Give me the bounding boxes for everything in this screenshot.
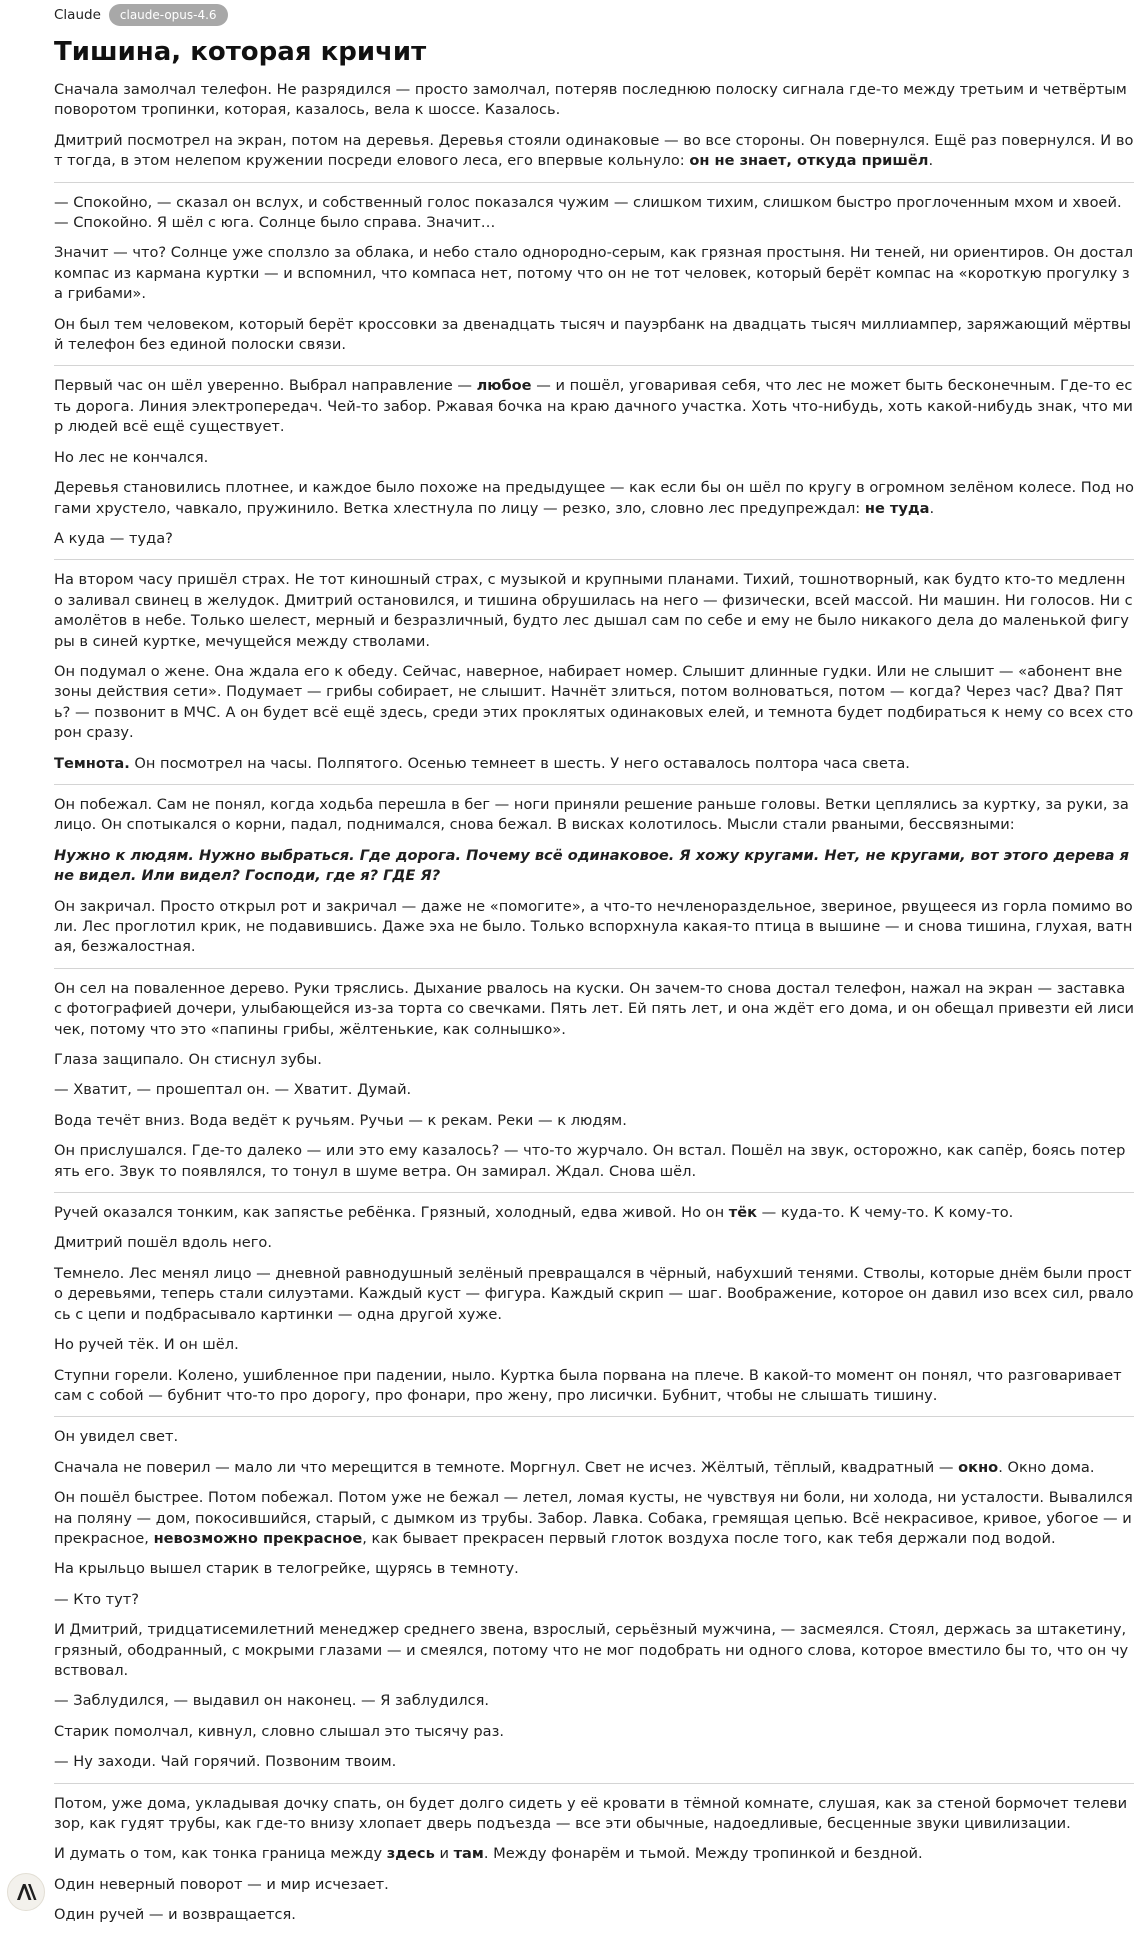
bold-text: там [453, 1845, 484, 1863]
text-run: Вода течёт вниз. Вода ведёт к ручьям. Ручьи — к рекам. Реки — к людям. [54, 1111, 627, 1129]
text-run: . [929, 499, 935, 517]
story-paragraph [54, 1875, 1134, 1895]
text-run: И думать о том, как тонка граница между [54, 1845, 387, 1863]
text-run: . [928, 152, 934, 170]
text-run: — куда-то. К чему-то. К кому-то. [757, 1204, 1014, 1222]
text-run: Но лес не кончался. [54, 448, 209, 466]
story-paragraph [54, 1488, 1134, 1549]
story-paragraph [54, 570, 1134, 652]
section-divider [54, 182, 1134, 183]
text-run: Потом, уже дома, укладывая дочку спать, он будет долго сидеть у её кровати в тёмной комнате, слушая, как за стеной бормочет телевизор, как гудят трубы, как где-то внизу хлопает дверь подъезда — все эти обычные, надоедливые, бесценные звуки цивилизации. [54, 1794, 1128, 1832]
story-paragraph [54, 1141, 1134, 1182]
story-paragraph [54, 1111, 1134, 1131]
text-run: Один ручей — и возвращается. [54, 1906, 296, 1924]
text-run: Он прислушался. Где-то далеко — или это ему казалось? — что-то журчало. Он встал. Пошёл на звук, осторожно, как сапёр, боясь потерять его. Звук то появлялся, то тонул в шуме ветра. Он замирал. Ждал. Снова шёл. [54, 1142, 1126, 1180]
text-run: На крыльцо вышел старик в телогрейке, щурясь в темноту. [54, 1560, 519, 1578]
text-run: — Кто тут? [54, 1590, 140, 1608]
story-paragraph [54, 315, 1134, 356]
story-paragraph [54, 193, 1134, 234]
message-header [54, 0, 1134, 30]
text-run: Один неверный поворот — и мир исчезает. [54, 1875, 389, 1893]
text-run: — Заблудился, — выдавил он наконец. — Я заблудился. [54, 1692, 490, 1710]
story-paragraph [54, 1905, 1134, 1925]
story-paragraph [54, 1559, 1134, 1579]
text-run: Сначала замолчал телефон. Не разрядился — просто замолчал, потеряв последнюю полоску сигнала где-то между третьим и четвёртым поворотом тропинки, которая, казалось, вела к шоссе. Казалось. [54, 81, 1127, 119]
section-divider [54, 1783, 1134, 1784]
text-run: . Между фонарём и тьмой. Между тропинкой и бездной. [483, 1845, 923, 1863]
story-paragraph [54, 1366, 1134, 1407]
text-run: и [434, 1845, 454, 1863]
story-paragraph [54, 1458, 1134, 1478]
text-run: Он побежал. Сам не понял, когда ходьба перешла в бег — ноги приняли решение раньше головы. Ветки цеплялись за куртку, за руки, за лицо. Он спотыкался о корни, падал, поднимался, снова бежал. В висках колотилось. Мысли стали рваными, бессвязными: [54, 795, 1129, 834]
story-paragraph [54, 979, 1134, 1040]
section-divider [54, 1416, 1134, 1417]
story-paragraph [54, 376, 1134, 437]
model-name: Claude [54, 7, 101, 23]
model-badge: claude-opus-4.6 [109, 4, 228, 26]
text-run: — Хватит, — прошептал он. — Хватит. Думай. [54, 1081, 412, 1099]
text-run: Он пошёл быстрее. Потом побежал. Потом уже не бежал — летел, ломая кусты, не чувствуя ни боли, ни холода, ни усталости. Вывалился на поляну — дом, покосившийся, старый, с дымком из трубы. Забор. Лавка. Собака, гремящая цепью. Всё некрасивое, кривое, убогое — и прекрасное, [54, 1489, 1133, 1547]
story-paragraph [54, 529, 1134, 549]
text-run: — Спокойно, — сказал он вслух, и собственный голос показался чужим — слишком тихим, слишком быстро проглоченным мхом и хвоей. — Спокойно. Я шёл с юга. Солнце было справа. Значит… [54, 193, 1122, 232]
story-paragraph [54, 897, 1134, 958]
text-run: Он сел на поваленное дерево. Руки тряслись. Дыхание рвалось на куски. Он зачем-то снова достал телефон, нажал на экран — заставка с фотографией дочери, улыбающейся из-за торта со свечками. Пять лет. Ей пять лет, и она ждёт его дома, и он обещал привезти ей лисичек, потому что это «папины грибы, жёлтенькие, как солнышко». [54, 979, 1134, 1038]
story-paragraph [54, 448, 1134, 468]
text-run: Дмитрий посмотрел на экран, потом на деревья. Деревья стояли одинаковые — во все стороны. Он повернулся. Ещё раз повернулся. И вот тогда, в этом нелепом кружении посреди елового леса, его впервые кольнуло: [54, 131, 1134, 170]
story-paragraph [54, 1427, 1134, 1447]
text-run: Он подумал о жене. Она ждала его к обеду. Сейчас, наверное, набирает номер. Слышит длинные гудки. Или не слышит — «абонент вне зоны действия сети». Подумает — грибы собирает, не слышит. Начнёт злиться, потом волноваться, потом — когда? Через час? Два? Пять? — позвонит в МЧС. А он будет всё ещё здесь, среди этих проклятых одинаковых елей, и темнота будет подбираться к нему со всех сторон сразу. [54, 662, 1134, 742]
story-body [54, 80, 1134, 1926]
bold-text: любое [476, 377, 532, 395]
text-run: Дмитрий пошёл вдоль него. [54, 1234, 272, 1252]
text-run: Деревья становились плотнее, и каждое было похоже на предыдущее — как если бы он шёл по кругу в огромном зелёном колесе. Под ногами хрустело, чавкало, пружинило. Ветка хлестнула по лицу — резко, зло, словно лес предупреждал: [54, 479, 1134, 517]
story-paragraph [54, 243, 1134, 304]
text-run: Он увидел свет. [54, 1428, 179, 1446]
section-divider [54, 968, 1134, 969]
bold-text: тёк [728, 1204, 758, 1222]
story-paragraph [54, 1620, 1134, 1681]
text-run: Первый час он шёл уверенно. Выбрал направление — [54, 377, 477, 395]
bold-text: не туда [864, 499, 930, 517]
text-run: Значит — что? Солнце уже сползло за облака, и небо стало однородно-серым, как грязная простыня. Ни теней, ни ориентиров. Он достал компас из кармана куртки — и вспомнил, что компаса нет, потому что он не тот человек, который берёт компас на «короткую прогулку за грибами». [54, 244, 1134, 303]
text-run: Ручей оказался тонким, как запястье ребёнка. Грязный, холодный, едва живой. Но он [54, 1204, 729, 1222]
story-paragraph [54, 131, 1134, 172]
story-paragraph [54, 1590, 1134, 1610]
text-run: Ступни горели. Колено, ушибленное при падении, ныло. Куртка была порвана на плече. В какой-то момент он понял, что разговаривает сам с собой — бубнит что-то про дорогу, про фонари, про жену, про лисички. Бубнит, чтобы не слышать тишину. [54, 1366, 1122, 1404]
story-paragraph [54, 1080, 1134, 1100]
story-paragraph [54, 1752, 1134, 1772]
story-title: Тишина, которая кричит [54, 37, 427, 67]
story-paragraph [54, 1335, 1134, 1355]
story-paragraph [54, 478, 1134, 519]
story-paragraph [54, 754, 1134, 774]
text-run: На втором часу пришёл страх. Не тот киношный страх, с музыкой и крупными планами. Тихий, тошнотворный, как будто кто-то медленно заливал свинец в желудок. Дмитрий остановился, и тишина обрушилась на него — физически, всей массой. Ни машин. Ни голосов. Ни самолётов в небе. Только шелест, мерный и безразличный, будто лес дышал сам по себе и ему не было никакого дела до маленькой фигуры в синей куртке, мечущейся между стволами. [54, 571, 1133, 650]
story-paragraph [54, 1203, 1134, 1223]
anthropic-logo-icon[interactable] [7, 1873, 45, 1911]
text-run: А куда — туда? [54, 529, 173, 547]
story-paragraph [54, 662, 1134, 744]
text-run: Он посмотрел на часы. Полпятого. Осенью темнеет в шесть. У него оставалось полтора часа света. [129, 754, 910, 772]
text-run: . Окно дома. [998, 1458, 1095, 1476]
story-paragraph [54, 1050, 1134, 1070]
story-paragraph [54, 1844, 1134, 1864]
bold-text: здесь [386, 1845, 435, 1863]
bold-italic-text: Нужно к людям. Нужно выбраться. Где дорога. Почему всё одинаковое. Я хожу кругами. Нет, не кругами, вот этого дерева я не видел. Или видел? Господи, где я? ГДЕ Я? [54, 846, 1129, 885]
text-run: И Дмитрий, тридцатисемилетний менеджер среднего звена, взрослый, серьёзный мужчина, — засмеялся. Стоял, держась за штакетину, грязный, ободранный, с мокрыми глазами — и смеялся, потому что не мог подобрать ни одного слова, которое вместило бы то, что он чувствовал. [54, 1621, 1129, 1679]
section-divider [54, 1192, 1134, 1193]
section-divider [54, 365, 1134, 366]
chat-message [54, 0, 1134, 1936]
story-paragraph [54, 1264, 1134, 1325]
story-paragraph [54, 1794, 1134, 1835]
text-run: Но ручей тёк. И он шёл. [54, 1336, 239, 1354]
text-run: — и пошёл, уговаривая себя, что лес не может быть бесконечным. Где-то есть дорога. Линия электропередач. Чей-то забор. Ржавая бочка на краю дачного участка. Хоть что-нибудь, хоть какой-нибудь знак, что мир людей всё ещё существует. [54, 377, 1133, 436]
bold-text: Темнота. [54, 754, 130, 772]
text-run: Темнело. Лес менял лицо — дневной равнодушный зелёный превращался в чёрный, набухший тенями. Стволы, которые днём были просто деревьями, теперь стали силуэтами. Каждый куст — фигура. Каждый скрип — шаг. Воображение, которое он давил изо всех сил, рвалось с цепи и подбрасывало картинки — одна другой хуже. [54, 1264, 1134, 1323]
bold-text: невозможно прекрасное [153, 1529, 363, 1547]
story-paragraph [54, 1233, 1134, 1253]
text-run: , как бывает прекрасен первый глоток воздуха после того, как тебя держали под водой. [362, 1529, 1056, 1547]
text-run: — Ну заходи. Чай горячий. Позвоним твоим. [54, 1753, 397, 1771]
text-run: Глаза защипало. Он стиснул зубы. [54, 1051, 322, 1069]
text-run: Старик помолчал, кивнул, словно слышал это тысячу раз. [54, 1722, 504, 1740]
story-paragraph [54, 1691, 1134, 1711]
text-run: Сначала не поверил — мало ли что мерещится в темноте. Моргнул. Свет не исчез. Жёлтый, тёплый, квадратный — [54, 1458, 959, 1476]
bold-text: он не знает, откуда пришёл [689, 152, 929, 170]
text-run: Он закричал. Просто открыл рот и закричал — даже не «помогите», а что-то нечленораздельное, звериное, рвущееся из горла помимо воли. Лес проглотил крик, не подавившись. Даже эха не было. Только вспорхнула какая-то птица в вышине — и снова тишина, глухая, ватная, безжалостная. [54, 897, 1133, 956]
section-divider [54, 559, 1134, 560]
story-paragraph [54, 846, 1134, 887]
text-run: Он был тем человеком, который берёт кроссовки за двенадцать тысяч и пауэрбанк на двадцать тысяч миллиампер, заряжающий мёртвый телефон без единой полоски связи. [54, 315, 1132, 354]
bold-text: окно [958, 1458, 999, 1476]
story-paragraph [54, 80, 1134, 121]
section-divider [54, 784, 1134, 785]
story-paragraph [54, 1722, 1134, 1742]
story-paragraph [54, 795, 1134, 836]
